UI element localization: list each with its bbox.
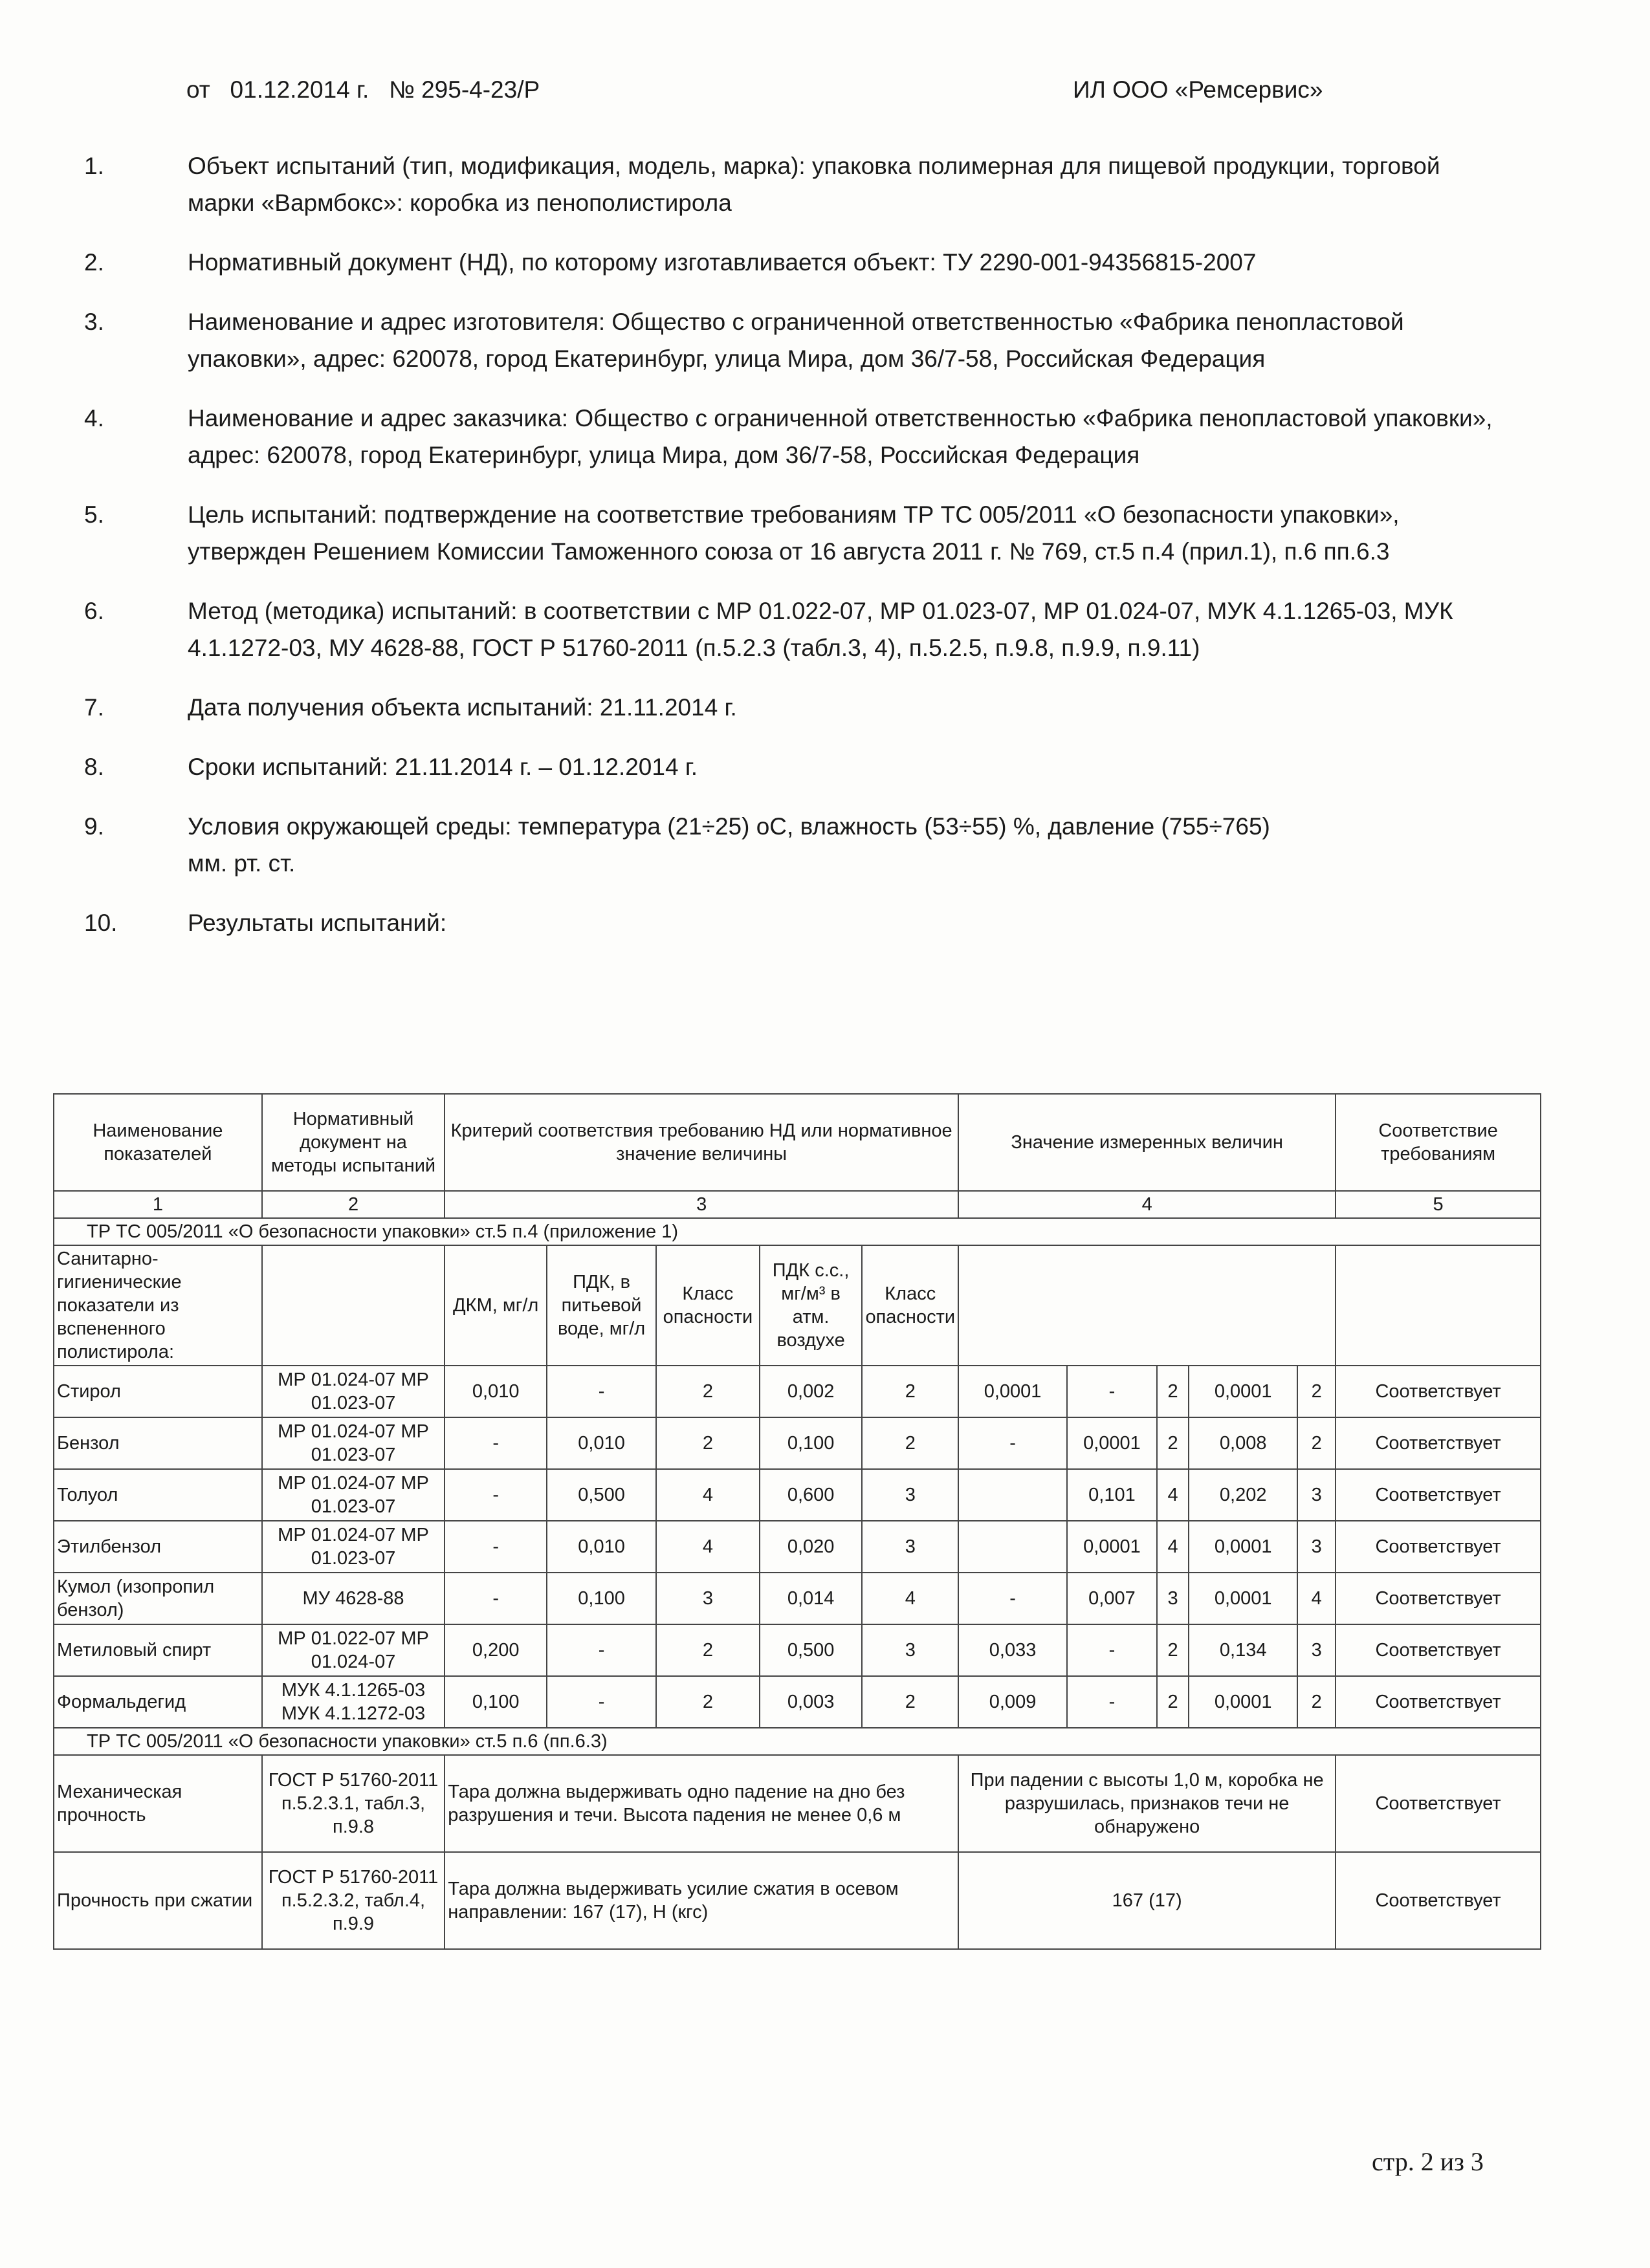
table-row: Бензол МР 01.024-07 МР 01.023-07 - 0,010 2 0,100 2 - 0,0001 2 0,008 2 Соответствует	[54, 1417, 1541, 1469]
list-item: 1. Объект испытаний (тип, модификация, модель, марка): упаковка полимерная для пищевой продукции, торговой марки «Вармбокс»: коробка из пенополистирола	[84, 153, 1440, 216]
table-row: Метиловый спирт МР 01.022-07 МР 01.024-07 0,200 - 2 0,500 3 0,033 - 2 0,134 3 Соответствует	[54, 1624, 1541, 1676]
col-header: Соответствие требованиям	[1336, 1094, 1541, 1191]
col-header: Значение измеренных величин	[958, 1094, 1336, 1191]
col-header: Критерий соответствия требованию НД или нормативное значение величины	[445, 1094, 958, 1191]
list-item: 5. Цель испытаний: подтверждение на соответствие требованиям ТР ТС 005/2011 «О безопасности упаковки», утвержден Решением Комиссии Таможенного союза от 16 августа 2011 г. № 769, ст.5 п.4 (прил.1), п.6 пп.6.3	[84, 501, 1400, 565]
lab-name: ИЛ ООО «Ремсервис»	[1073, 76, 1323, 103]
page-number: стр. 2 из 3	[1372, 2147, 1484, 2176]
table-header-row	[54, 1094, 1541, 1191]
substance-rows	[54, 1366, 1541, 1728]
list-item: 2. Нормативный документ (НД), по которому изготавливается объект: ТУ 2290-001-94356815-2007	[84, 249, 1257, 276]
list-item: 6. Метод (методика) испытаний: в соответствии с МР 01.022-07, МР 01.023-07, МР 01.024-07, МУК 4.1.1265-03, МУК 4.1.1272-03, МУ 4628-88, ГОСТ Р 51760-2011 (п.5.2.3 (табл.3, 4), п.5.2.5, п.9.8, п.9.9, п.9.11)	[84, 598, 1453, 661]
results-table	[53, 1093, 1541, 1950]
section-row: ТР ТС 005/2011 «О безопасности упаковки» ст.5 п.4 (приложение 1)	[54, 1218, 1541, 1245]
col-header: Наименование показателей	[54, 1094, 262, 1191]
table-row: Механическая прочность ГОСТ Р 51760-2011 п.5.2.3.1, табл.3, п.9.8 Тара должна выдерживать одно падение на дно без разрушения и течи. Высота падения не менее 0,6 м При падении с высоты 1,0 м, коробка не разрушилась, признаков течи не обнаружено Соответствует	[54, 1755, 1541, 1852]
list-item: 7. Дата получения объекта испытаний: 21.11.2014 г.	[84, 694, 737, 721]
column-numbers-row: 1 2 3 4 5	[54, 1191, 1541, 1218]
table-row: Толуол МР 01.024-07 МР 01.023-07 - 0,500 4 0,600 3 0,101 4 0,202 3 Соответствует	[54, 1469, 1541, 1521]
list-item: 9. Условия окружающей среды: температура (21÷25) оС, влажность (53÷55) %, давление (755÷765) мм. рт. ст.	[84, 813, 1270, 877]
section-row: ТР ТС 005/2011 «О безопасности упаковки» ст.5 п.6 (пп.6.3)	[54, 1728, 1541, 1755]
list-item: 3. Наименование и адрес изготовителя: Общество с ограниченной ответственностью «Фабрика пенопластовой упаковки», адрес: 620078, город Екатеринбург, улица Мира, дом 36/7-58, Российская Федерация	[84, 309, 1404, 372]
table-row: Стирол МР 01.024-07 МР 01.023-07 0,010 - 2 0,002 2 0,0001 - 2 0,0001 2 Соответствует	[54, 1366, 1541, 1417]
table-row: Прочность при сжатии ГОСТ Р 51760-2011 п.5.2.3.2, табл.4, п.9.9 Тара должна выдерживать усилие сжатия в осевом направлении: 167 (17), Н (кгс) 167 (17) Соответствует	[54, 1852, 1541, 1949]
list-item: 4. Наименование и адрес заказчика: Общество с ограниченной ответственностью «Фабрика пенопластовой упаковки», адрес: 620078, город Екатеринбург, улица Мира, дом 36/7-58, Российская Федерация	[84, 405, 1493, 468]
subheader-row: Санитарно-гигиенические показатели из вспененного полистирола: ДКМ, мг/л ПДК, в питьевой воде, мг/л Класс опасности ПДК с.с., мг/м³ в атм. воздухе Класс опасности	[54, 1245, 1541, 1366]
table-row: Формальдегид МУК 4.1.1265-03 МУК 4.1.1272-03 0,100 - 2 0,003 2 0,009 - 2 0,0001 2 Соответствует	[54, 1676, 1541, 1728]
item-list	[84, 147, 1501, 964]
list-item: 10. Результаты испытаний:	[84, 910, 447, 936]
col-header: Нормативный документ на методы испытаний	[262, 1094, 445, 1191]
table-row: Кумол (изопропил бензол) МУ 4628-88 - 0,100 3 0,014 4 - 0,007 3 0,0001 4 Соответствует	[54, 1573, 1541, 1624]
table-row: Этилбензол МР 01.024-07 МР 01.023-07 - 0,010 4 0,020 3 0,0001 4 0,0001 3 Соответствует	[54, 1521, 1541, 1573]
list-item: 8. Сроки испытаний: 21.11.2014 г. – 01.12.2014 г.	[84, 754, 698, 780]
protocol-date-number: от 01.12.2014 г. № 295-4-23/Р	[186, 76, 540, 103]
